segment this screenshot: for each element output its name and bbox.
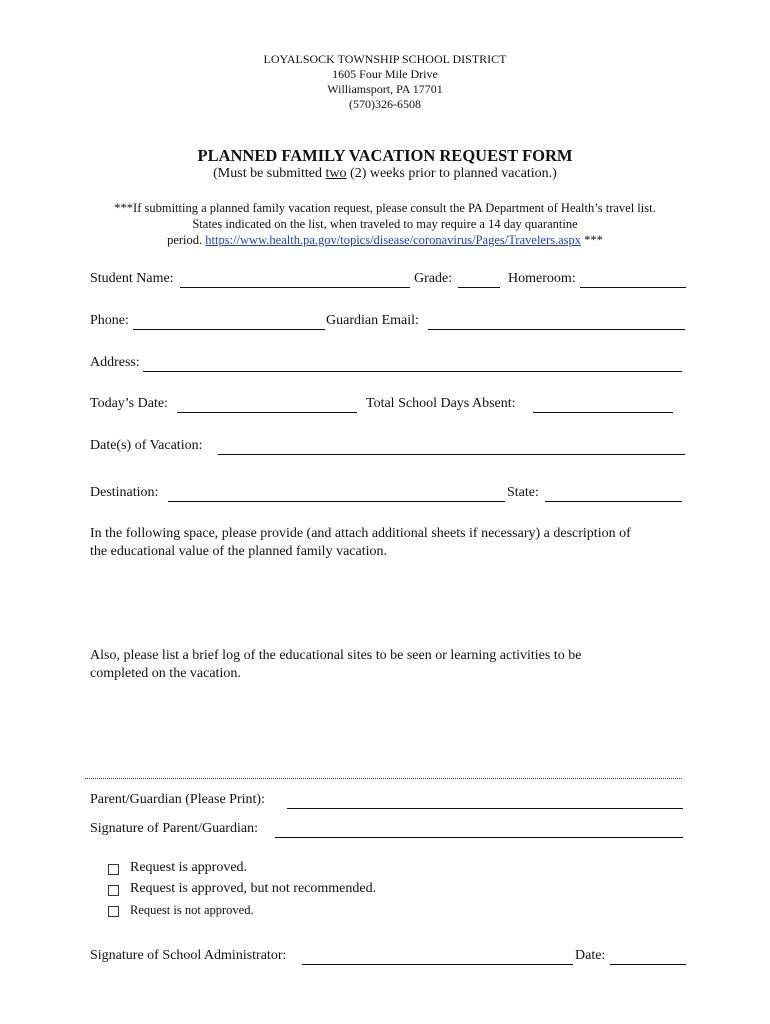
notice-line-1: ***If submitting a planned family vacation request, please consult the PA Department of Health’s travel list. (114, 201, 656, 215)
phone-label: Phone: (90, 313, 129, 328)
log-prompt-1: Also, please list a brief log of the educational sites to be seen or learning activities to be (90, 648, 582, 663)
district-phone: (570)326-6508 (349, 97, 421, 111)
admin-signature-label: Signature of School Administrator: (90, 948, 287, 963)
student-name-label: Student Name: (90, 271, 174, 286)
todays-date-field[interactable] (177, 412, 357, 413)
description-prompt-2: the educational value of the planned family vacation. (90, 544, 387, 559)
grade-label: Grade: (414, 271, 453, 286)
parent-signature-field[interactable] (275, 837, 683, 838)
homeroom-label: Homeroom: (508, 271, 576, 286)
state-label: State: (507, 485, 539, 500)
destination-field[interactable] (168, 501, 505, 502)
not-approved-checkbox[interactable] (108, 906, 119, 917)
form-title: PLANNED FAMILY VACATION REQUEST FORM (197, 146, 573, 165)
approved-not-recommended-checkbox[interactable] (108, 885, 119, 896)
not-approved-label: Request is not approved. (130, 903, 254, 917)
log-prompt-2: completed on the vacation. (90, 666, 241, 681)
guardian-email-label: Guardian Email: (326, 313, 419, 328)
admin-signature-field[interactable] (302, 964, 573, 965)
parent-print-label: Parent/Guardian (Please Print): (90, 792, 265, 807)
admin-date-field[interactable] (610, 964, 686, 965)
travelers-link[interactable]: https://www.health.pa.gov/topics/disease/coronavirus/Pages/Travelers.aspx (205, 233, 582, 247)
phone-field[interactable] (133, 329, 325, 330)
vacation-dates-label: Date(s) of Vacation: (90, 438, 203, 453)
district-street: 1605 Four Mile Drive (332, 67, 438, 81)
section-divider (85, 778, 682, 779)
district-city: Williamsport, PA 17701 (327, 82, 443, 96)
notice-line-3: period. https://www.health.pa.gov/topics/disease/coronavirus/Pages/Travelers.aspx *** (167, 233, 603, 247)
todays-date-label: Today’s Date: (90, 396, 168, 411)
parent-signature-label: Signature of Parent/Guardian: (90, 821, 258, 836)
approved-checkbox[interactable] (108, 864, 119, 875)
total-absent-field[interactable] (533, 412, 673, 413)
guardian-email-field[interactable] (428, 329, 685, 330)
district-name: LOYALSOCK TOWNSHIP SCHOOL DISTRICT (263, 52, 507, 66)
parent-print-field[interactable] (287, 808, 683, 809)
description-prompt-1: In the following space, please provide (and attach additional sheets if necessary) a description of (90, 526, 631, 541)
vacation-dates-field[interactable] (218, 454, 685, 455)
state-field[interactable] (545, 501, 682, 502)
homeroom-field[interactable] (580, 287, 686, 288)
notice-line-2: States indicated on the list, when traveled to may require a 14 day quarantine (192, 217, 578, 231)
form-subtitle: (Must be submitted two (2) weeks prior to planned vacation.) (213, 166, 557, 181)
approved-not-recommended-label: Request is approved, but not recommended. (130, 881, 377, 896)
admin-date-label: Date: (575, 948, 606, 963)
grade-field[interactable] (458, 287, 500, 288)
student-name-field[interactable] (180, 287, 410, 288)
address-field[interactable] (143, 371, 682, 372)
approved-label: Request is approved. (130, 860, 248, 875)
destination-label: Destination: (90, 485, 159, 500)
total-absent-label: Total School Days Absent: (366, 396, 516, 411)
address-label: Address: (90, 355, 140, 370)
